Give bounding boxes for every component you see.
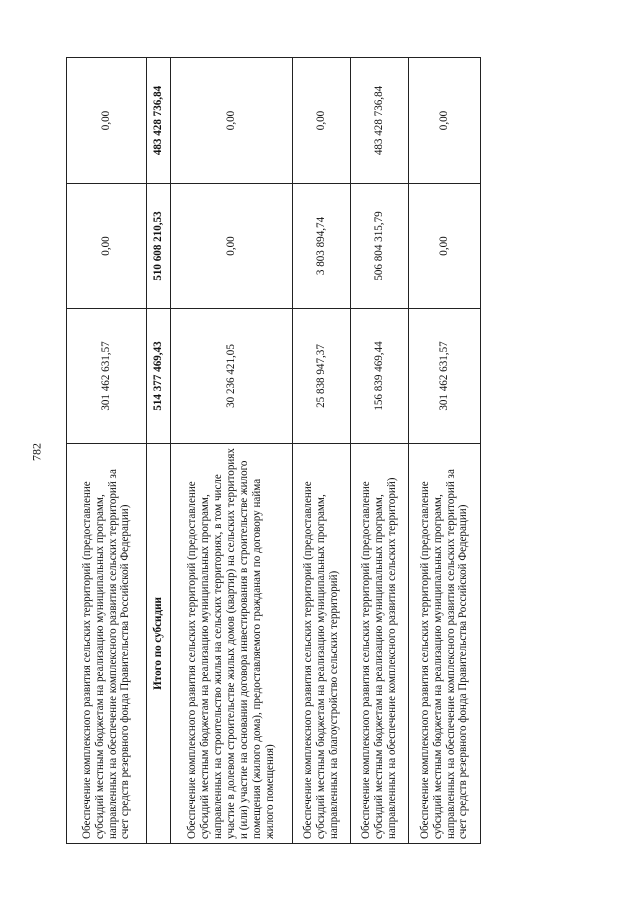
value-cell-3: 0,00 (171, 58, 293, 184)
page-number: 782 (29, 443, 44, 461)
subsidy-table (66, 57, 481, 844)
row-name-cell: Обеспечение комплексного развития сельских территорий (предоставление субсидий местным бюджетам на реализацию муниципальных программ, направленных на строительство жилья на сельских территориях, в том числе участие в долевом строительстве жилых домов (квартир) на сельских территориях и (или) участие на основании договора инвестирования в строительстве жилого помещения (жилого дома), предоставляемого гражданам по договору найма жилого помещения) (171, 444, 293, 844)
value-cell-3: 483 428 736,84 (351, 58, 409, 184)
value-cell-3: 0,00 (293, 58, 351, 184)
total-value-cell-2: 510 608 210,53 (147, 184, 171, 309)
total-label-cell: Итого по субсидии (147, 444, 171, 844)
value-cell-3: 0,00 (67, 58, 147, 184)
total-value-cell-1: 514 377 469,43 (147, 309, 171, 444)
value-cell-1: 156 839 469,44 (351, 309, 409, 444)
table-row (351, 58, 409, 844)
row-name-cell: Обеспечение комплексного развития сельских территорий (предоставление субсидий местным бюджетам на реализацию муниципальных программ, направленных на благоустройство сельских территорий) (293, 444, 351, 844)
value-cell-1: 25 838 947,37 (293, 309, 351, 444)
table-row (293, 58, 351, 844)
row-name-cell: Обеспечение комплексного развития сельских территорий (предоставление субсидий местным бюджетам на реализацию муниципальных программ, направленных на обеспечение комплексного развития сельских территорий за счет средств резервного фонда Правительства Российской Федерации) (409, 444, 481, 844)
table-row (67, 58, 147, 844)
value-cell-2: 0,00 (67, 184, 147, 309)
value-cell-2: 0,00 (171, 184, 293, 309)
value-cell-2: 506 804 315,79 (351, 184, 409, 309)
table-row (409, 58, 481, 844)
total-value-cell-3: 483 428 736,84 (147, 58, 171, 184)
row-name-cell: Обеспечение комплексного развития сельских территорий (предоставление субсидий местным бюджетам на реализацию муниципальных программ, направленных на обеспечение комплексного развития сельских территорий) (351, 444, 409, 844)
table-row (171, 58, 293, 844)
table-total-row (147, 58, 171, 844)
value-cell-2: 3 803 894,74 (293, 184, 351, 309)
rotated-page-content (66, 58, 482, 844)
value-cell-1: 301 462 631,57 (67, 309, 147, 444)
value-cell-3: 0,00 (409, 58, 481, 184)
value-cell-1: 301 462 631,57 (409, 309, 481, 444)
row-name-cell: Обеспечение комплексного развития сельских территорий (предоставление субсидий местным бюджетам на реализацию муниципальных программ, направленных на обеспечение комплексного развития сельских территорий за счет средств резервного фонда Правительства Российской Федерации) (67, 444, 147, 844)
value-cell-1: 30 236 421,05 (171, 309, 293, 444)
value-cell-2: 0,00 (409, 184, 481, 309)
